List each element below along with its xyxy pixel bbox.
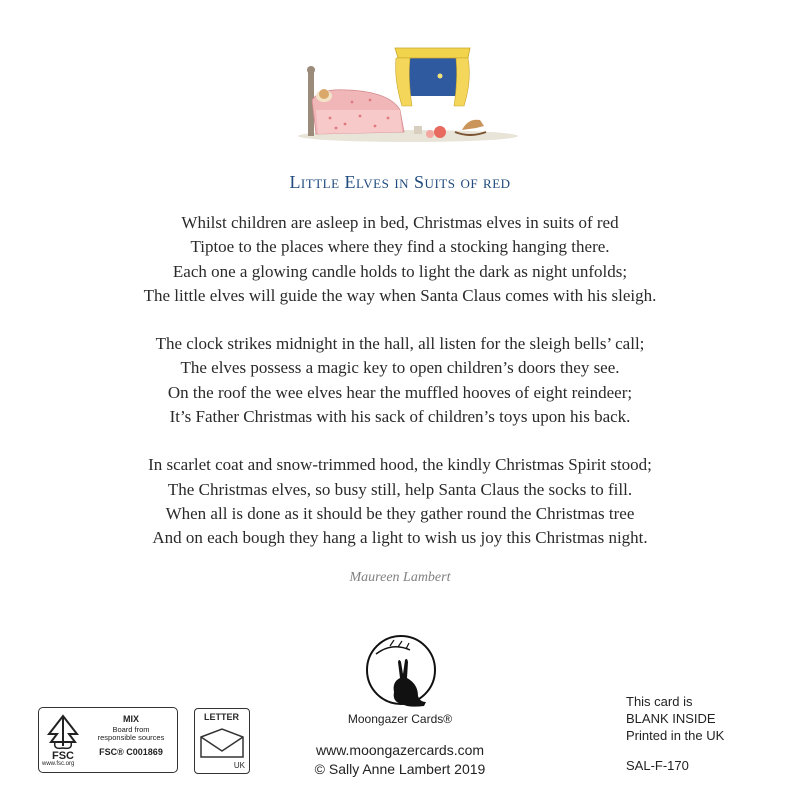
letter-region: UK — [233, 761, 245, 770]
poem-line: When all is done as it should be they gather round the Christmas tree — [165, 503, 635, 523]
card-info — [626, 693, 724, 744]
poem-line: On the roof the wee elves hear the muffled hooves of eight reindeer; — [167, 382, 633, 402]
card-info-line-1: This card is — [626, 694, 693, 709]
poem-title: Little Elves in Suits of red — [289, 172, 511, 192]
copyright: © Sally Anne Lambert 2019 — [314, 761, 486, 777]
poem-line: The elves possess a magic key to open children’s doors they see. — [180, 358, 620, 378]
stanza-2 — [0, 332, 800, 429]
publisher-name: Moongazer Cards® — [347, 712, 453, 726]
poem-line: And on each bough they hang a light to wish us joy this Christmas night. — [152, 528, 648, 548]
poem-line: In scarlet coat and snow-trimmed hood, the kindly Christmas Spirit stood; — [148, 455, 652, 475]
fsc-wordmark: FSC — [52, 750, 74, 760]
bedroom-illustration — [290, 40, 520, 145]
card-info-line-3: Printed in the UK — [626, 728, 725, 743]
letter-postage-box — [194, 708, 250, 774]
poem-line: Tiptoe to the places where they find a stocking hanging there. — [190, 237, 610, 257]
poem-line: The Christmas elves, so busy still, help Santa Claus the socks to fill. — [167, 479, 633, 499]
fsc-label — [38, 707, 178, 773]
letter-label: LETTER — [204, 712, 239, 722]
envelope-icon — [199, 727, 245, 759]
stanza-1 — [0, 211, 800, 308]
poem-line: The clock strikes midnight in the hall, all listen for the sleigh bells’ call; — [155, 334, 645, 354]
moongazer-hare-logo — [362, 632, 440, 710]
fsc-tree-icon — [43, 712, 83, 760]
poem-line: Whilst children are asleep in bed, Christmas elves in suits of red — [181, 213, 619, 232]
fsc-board-line-2: responsible sources — [97, 733, 165, 742]
fsc-url: www.fsc.org — [42, 761, 75, 767]
card-code: SAL-F-170 — [626, 758, 689, 773]
stanza-3 — [0, 453, 800, 550]
website-link[interactable]: www.moongazercards.com — [315, 742, 485, 758]
fsc-text — [87, 714, 175, 757]
card-info-line-2: BLANK INSIDE — [626, 711, 716, 726]
poem-line: The little elves will guide the way when Santa Claus comes with his sleigh. — [143, 285, 657, 305]
poem-line: Each one a glowing candle holds to light the dark as night unfolds; — [172, 261, 628, 281]
fsc-mix: MIX — [122, 714, 139, 724]
poem-body — [0, 211, 800, 575]
fsc-code: FSC® C001869 — [99, 747, 163, 757]
fsc-board-line-1: Board from — [112, 725, 150, 734]
poem-line: It’s Father Christmas with his sack of children’s toys upon his back. — [169, 407, 631, 427]
poem-author: Maureen Lambert — [349, 570, 451, 585]
